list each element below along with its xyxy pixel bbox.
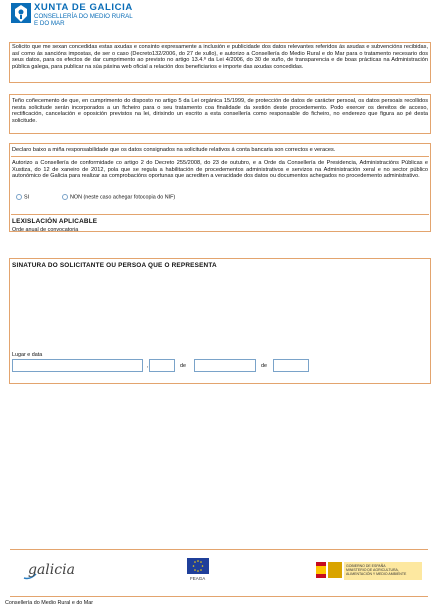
place-date-label: Lugar e data [12, 352, 43, 358]
feaga-label: FEAGA [190, 576, 206, 581]
declaration-box [9, 143, 431, 232]
department-name [34, 13, 133, 28]
xunta-logo [10, 2, 32, 24]
spain-ministry-logo [316, 562, 422, 580]
spain-ministry-line2: MINISTERIO DE AGRICULTURA, ALIMENTACIÓN Y MEDIO AMBIENTE [346, 568, 407, 576]
spain-ministry-line1: GOBIERNO DE ESPAÑA [346, 564, 386, 568]
signature-box [9, 258, 431, 384]
place-input[interactable] [12, 359, 143, 372]
de-label-2: de [261, 363, 267, 369]
spain-flag-icon [316, 562, 326, 578]
year-input[interactable] [273, 359, 309, 372]
data-protection-text: Teño coñecemento de que, en cumprimento do disposto no artigo 5 da Lei orgánica 15/1999, de protección de datos de carácter persoal, os datos persoais recollidos nesta solicitude serán incorporados a un ficheiro para o seu tratamento coa finalidade da xestión deste procedemento. Podo exercer os dereitos de acceso, rectificación, cancelación e oposición previstos na lei, dirixindo un escrito a esta consellería como responsable do ficheiro, no enderezo que figura ao pé desta solicitude. [12, 98, 428, 124]
consent-text: Solicito que me sexan concedidas estas axudas e consinto expresamente a inclusión e publicidade dos datos relevantes referidos ás axudas e subvencións recibidas, así como ás sancións impostas, de ser o caso (Decreto132/2006, do 27 de xullo), e autorizo a Consellería do Medio Rural e do Mar para o tratamento necesario dos seus datos, para os efectos de dar cumprimento ao previsto no artigo 13.4.º da Lei 4/2006, do 30 de xuño, de transparencia e de boas prácticas na Administración pública galega, para publicar na súa páxina web oficial a relación dos beneficiarios e importe das axudas concedidas. [12, 44, 428, 70]
radio-yes[interactable] [16, 194, 22, 200]
option-yes-label: SI [24, 194, 30, 201]
authorization-text: Autorizo a Consellería de conformidade co artigo 2 do Decreto 255/2008, do 23 de outubro, e a Orde da Consellería de Presidencia, Administracións Públicas e Xustiza, do 12 de xaneiro de 2012, pola que se regula a habilitación de procedementos administrativos e servizos na Administración xeral e no sector público autonómico de Galicia para realizar as comprobacións oportunas que acrediten a veracidade dos datos ou documentos achegados no procedemento administrativo. [12, 160, 428, 180]
galicia-logo [22, 560, 82, 587]
data-protection-box [9, 94, 431, 134]
option-yes[interactable] [16, 194, 29, 200]
footer-divider [10, 549, 428, 550]
legislation-divider [11, 214, 429, 215]
option-no-label: NON (neste caso achegar fotocopia do NIF) [70, 194, 176, 201]
department-line2: E DO MAR [34, 20, 65, 28]
legislation-heading: LEXISLACIÓN APLICABLE [12, 218, 98, 225]
spain-coat-icon [328, 562, 342, 578]
footer-address: Consellería do Medio Rural e do Mar [5, 600, 94, 606]
day-input[interactable] [149, 359, 175, 372]
spain-ministry-text [346, 564, 420, 576]
declaration-divider [11, 156, 429, 157]
department-line1: CONSELLERÍA DO MEDIO RURAL [34, 13, 133, 20]
declaration-text: Declaro baixo a miña responsabilidade que os datos consignados na solicitude relativos á conta bancaria son correctos e veraces. [12, 147, 336, 153]
galicia-logo-text: galicia [28, 562, 75, 578]
org-name: XUNTA DE GALICIA [34, 2, 133, 13]
de-label-1: de [180, 363, 186, 369]
radio-no[interactable] [62, 194, 68, 200]
comma-separator: , [147, 363, 149, 369]
month-input[interactable] [194, 359, 256, 372]
option-no[interactable] [62, 194, 175, 200]
legislation-text: Orde anual de convocatoria [12, 227, 79, 233]
consent-box [9, 42, 431, 83]
signature-heading: SINATURA DO SOLICITANTE OU PERSOA QUE O REPRESENTA [12, 262, 217, 269]
eu-flag-icon [187, 558, 209, 574]
address-divider [10, 596, 428, 597]
